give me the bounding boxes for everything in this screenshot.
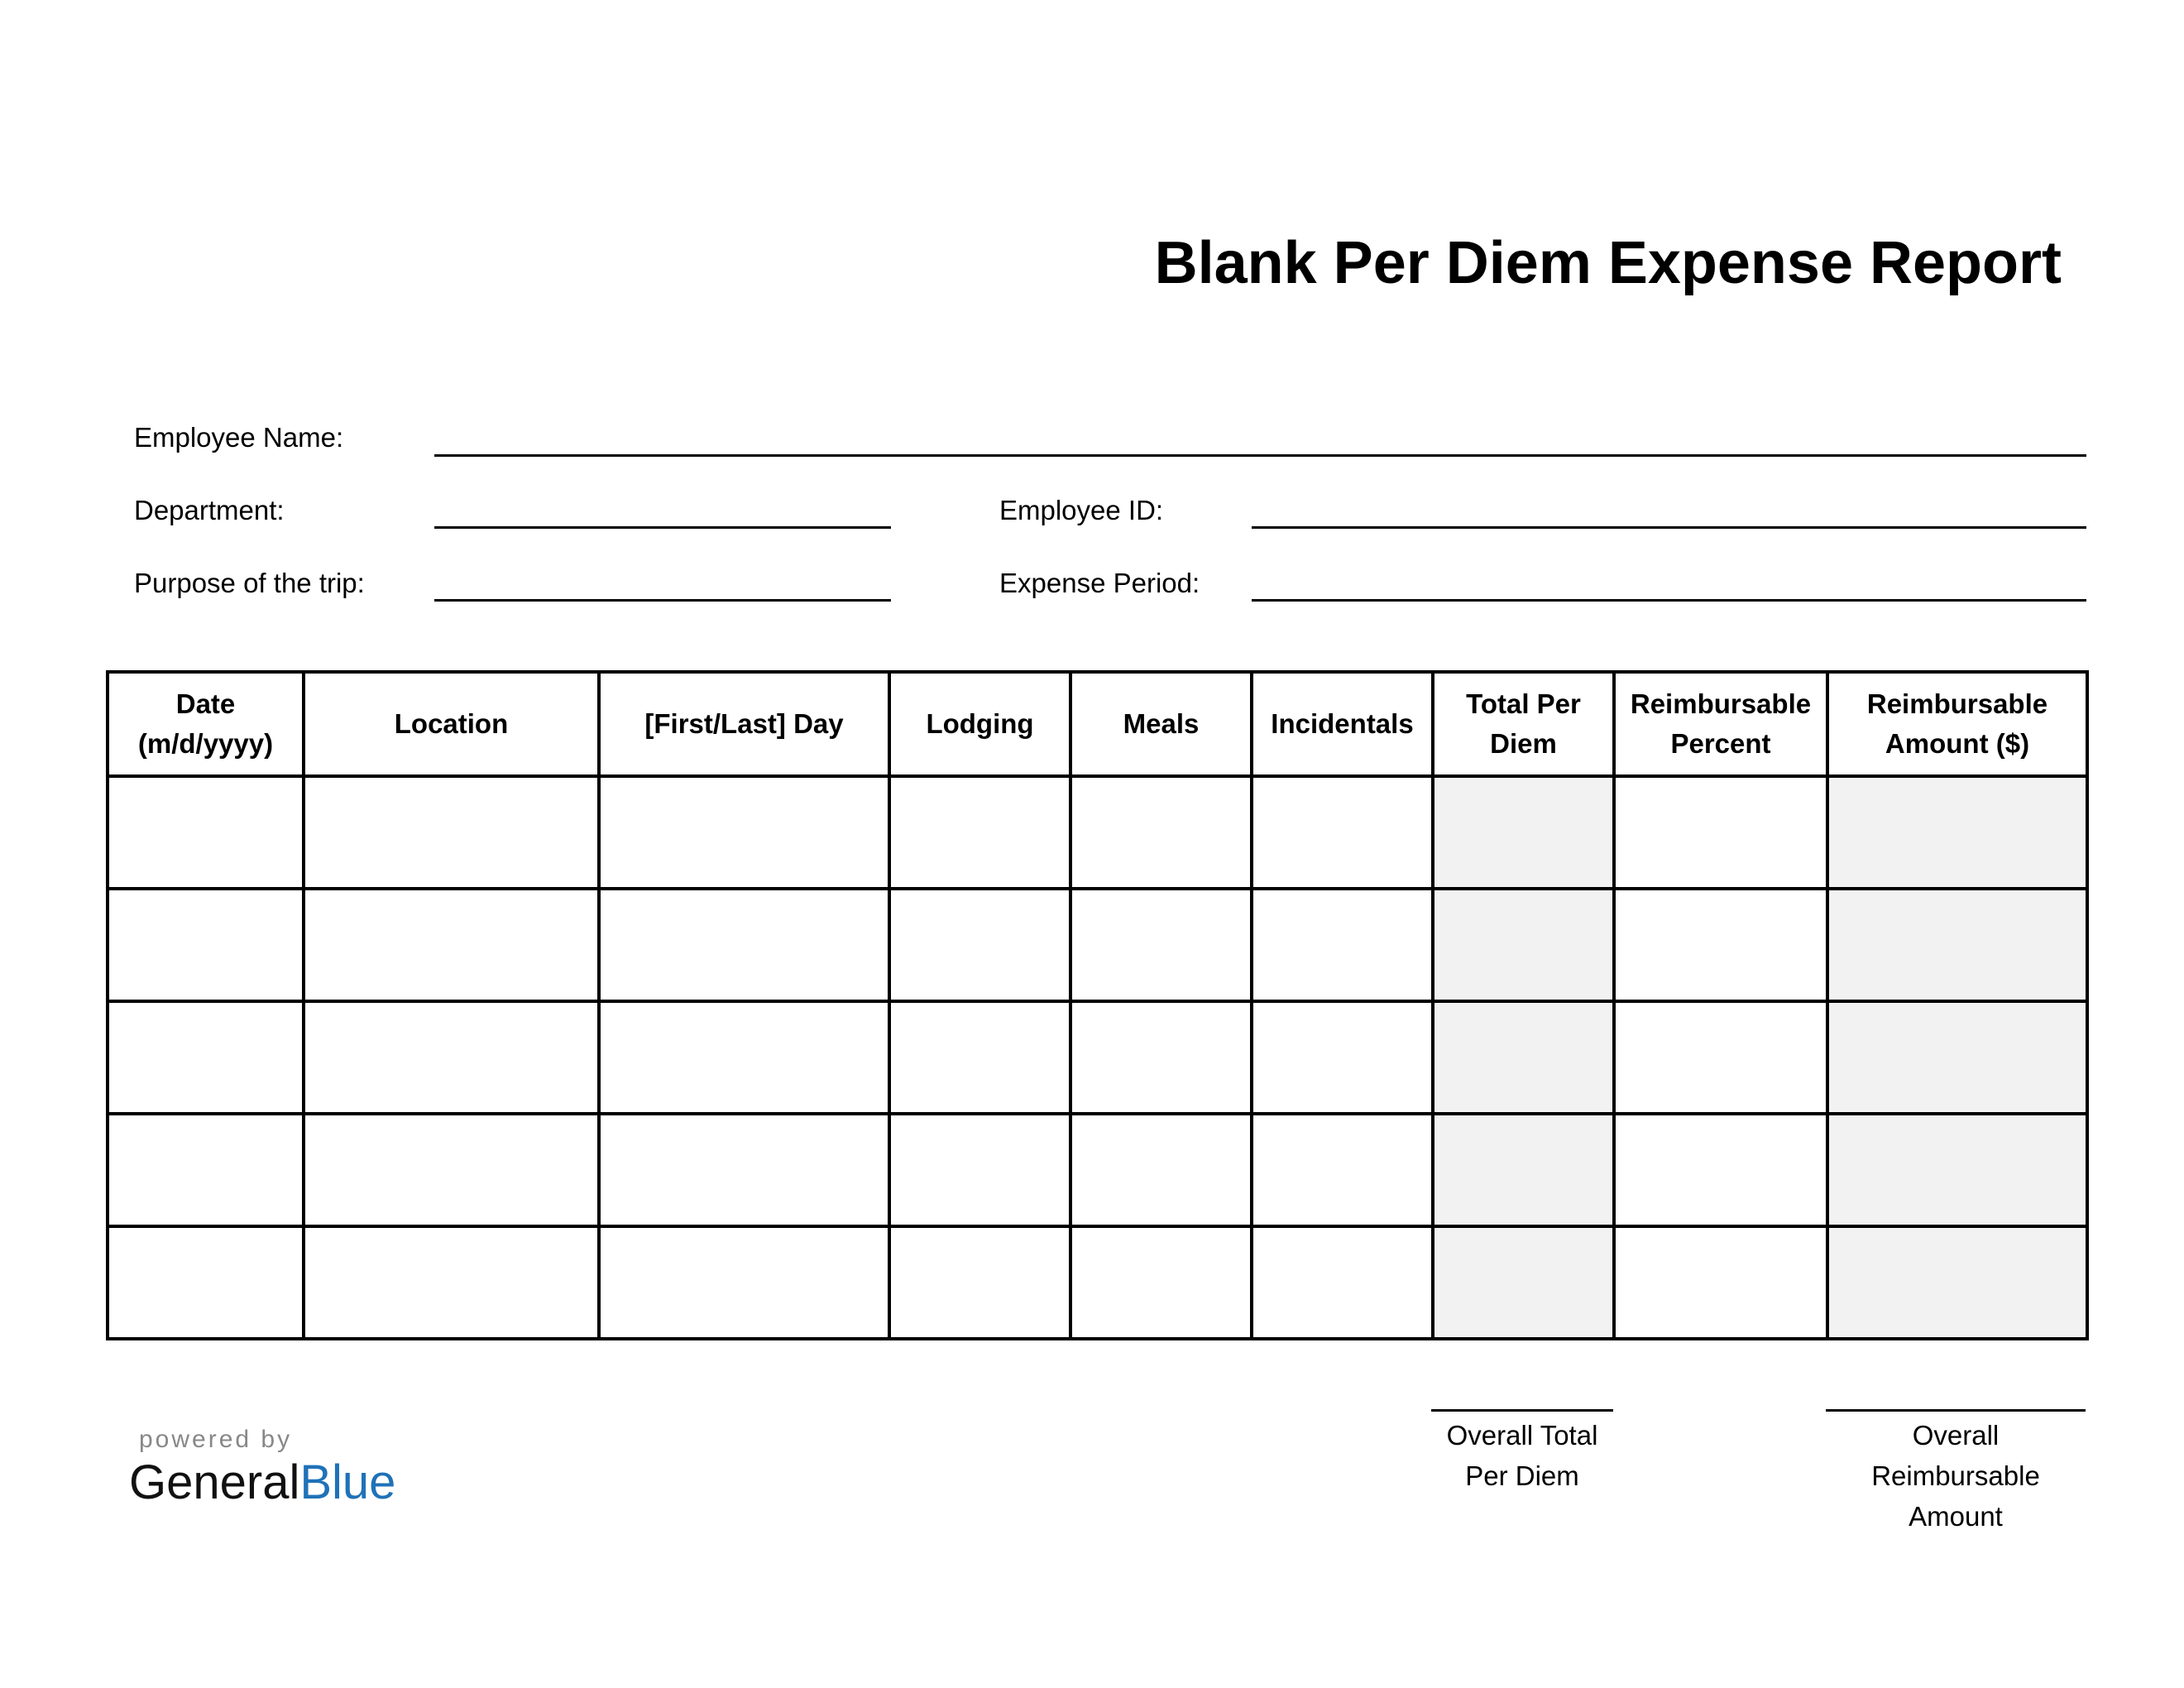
col-header-lodging: Lodging — [889, 672, 1070, 776]
employee-id-label: Employee ID: — [999, 495, 1164, 525]
cell-incidentals[interactable] — [1252, 1114, 1433, 1226]
overall-reimb-label: Overall — [1912, 1420, 2000, 1451]
purpose-label: Purpose of the trip: — [134, 568, 365, 598]
cell-date[interactable] — [108, 1114, 304, 1226]
cell-incidentals[interactable] — [1252, 1001, 1433, 1114]
cell-reimbursable-amount — [1827, 1001, 2087, 1114]
cell-incidentals[interactable] — [1252, 1226, 1433, 1339]
overall-total-per-diem — [1431, 1409, 1613, 1496]
cell-reimbursable-percent[interactable] — [1614, 889, 1827, 1001]
cell-reimbursable-amount — [1827, 1114, 2087, 1226]
cell-reimbursable-percent[interactable] — [1614, 1114, 1827, 1226]
cell-date[interactable] — [108, 1001, 304, 1114]
col-header-first-last-day: [First/Last] Day — [599, 672, 889, 776]
cell-reimbursable-percent[interactable] — [1614, 776, 1827, 889]
cell-location[interactable] — [304, 889, 599, 1001]
table-header-row — [108, 672, 2087, 776]
cell-total-per-diem — [1433, 889, 1614, 1001]
brand-logo — [129, 1427, 395, 1507]
cell-meals[interactable] — [1070, 1001, 1252, 1114]
overall-reimb-label-line2: Reimbursable — [1871, 1460, 2040, 1491]
cell-total-per-diem — [1433, 1001, 1614, 1114]
cell-location[interactable] — [304, 1114, 599, 1226]
page-title: Blank Per Diem Expense Report — [1154, 230, 2062, 296]
cell-total-per-diem — [1433, 1226, 1614, 1339]
cell-meals[interactable] — [1070, 776, 1252, 889]
cell-reimbursable-amount — [1827, 889, 2087, 1001]
brand-name-general: General — [129, 1455, 300, 1509]
employee-name-field[interactable] — [434, 454, 2086, 457]
cell-meals[interactable] — [1070, 1114, 1252, 1226]
cell-lodging[interactable] — [889, 1114, 1070, 1226]
cell-meals[interactable] — [1070, 889, 1252, 1001]
col-header-location: Location — [304, 672, 599, 776]
col-header-meals: Meals — [1070, 672, 1252, 776]
cell-total-per-diem — [1433, 1114, 1614, 1226]
expense-period-field[interactable] — [1252, 599, 2086, 602]
cell-location[interactable] — [304, 776, 599, 889]
col-header-total-per-diem: Total Per Diem — [1433, 672, 1614, 776]
cell-reimbursable-amount — [1827, 1226, 2087, 1339]
table-row — [108, 889, 2087, 1001]
table-row — [108, 1114, 2087, 1226]
cell-date[interactable] — [108, 889, 304, 1001]
cell-total-per-diem — [1433, 776, 1614, 889]
employee-id-field[interactable] — [1252, 526, 2086, 529]
powered-by-text: powered by — [139, 1426, 293, 1453]
cell-location[interactable] — [304, 1226, 599, 1339]
cell-meals[interactable] — [1070, 1226, 1252, 1339]
cell-lodging[interactable] — [889, 776, 1070, 889]
purpose-field[interactable] — [434, 599, 891, 602]
cell-lodging[interactable] — [889, 1226, 1070, 1339]
cell-reimbursable-amount — [1827, 776, 2087, 889]
expense-period-label: Expense Period: — [999, 568, 1200, 598]
brand-name-blue: Blue — [299, 1455, 396, 1509]
overall-total-label: Overall Total — [1446, 1420, 1598, 1451]
table-row — [108, 1001, 2087, 1114]
cell-first-last-day[interactable] — [599, 889, 889, 1001]
cell-location[interactable] — [304, 1001, 599, 1114]
expense-table — [106, 670, 2089, 1340]
cell-date[interactable] — [108, 1226, 304, 1339]
cell-first-last-day[interactable] — [599, 776, 889, 889]
department-label: Department: — [134, 495, 285, 525]
cell-reimbursable-percent[interactable] — [1614, 1226, 1827, 1339]
cell-first-last-day[interactable] — [599, 1001, 889, 1114]
cell-first-last-day[interactable] — [599, 1226, 889, 1339]
table-row — [108, 1226, 2087, 1339]
department-field[interactable] — [434, 526, 891, 529]
cell-lodging[interactable] — [889, 889, 1070, 1001]
cell-lodging[interactable] — [889, 1001, 1070, 1114]
cell-incidentals[interactable] — [1252, 776, 1433, 889]
overall-total-label-line2: Per Diem — [1465, 1460, 1579, 1491]
col-header-date: Date (m/d/yyyy) — [108, 672, 304, 776]
cell-date[interactable] — [108, 776, 304, 889]
table-row — [108, 776, 2087, 889]
overall-reimb-label-line3: Amount — [1909, 1501, 2003, 1532]
cell-incidentals[interactable] — [1252, 889, 1433, 1001]
overall-reimbursable-amount — [1826, 1409, 2086, 1537]
cell-first-last-day[interactable] — [599, 1114, 889, 1226]
employee-name-label: Employee Name: — [134, 422, 344, 453]
brand-name — [129, 1455, 396, 1509]
col-header-incidentals: Incidentals — [1252, 672, 1433, 776]
col-header-reimbursable-amount: Reimbursable Amount ($) — [1827, 672, 2087, 776]
col-header-reimbursable-percent: Reimbursable Percent — [1614, 672, 1827, 776]
cell-reimbursable-percent[interactable] — [1614, 1001, 1827, 1114]
